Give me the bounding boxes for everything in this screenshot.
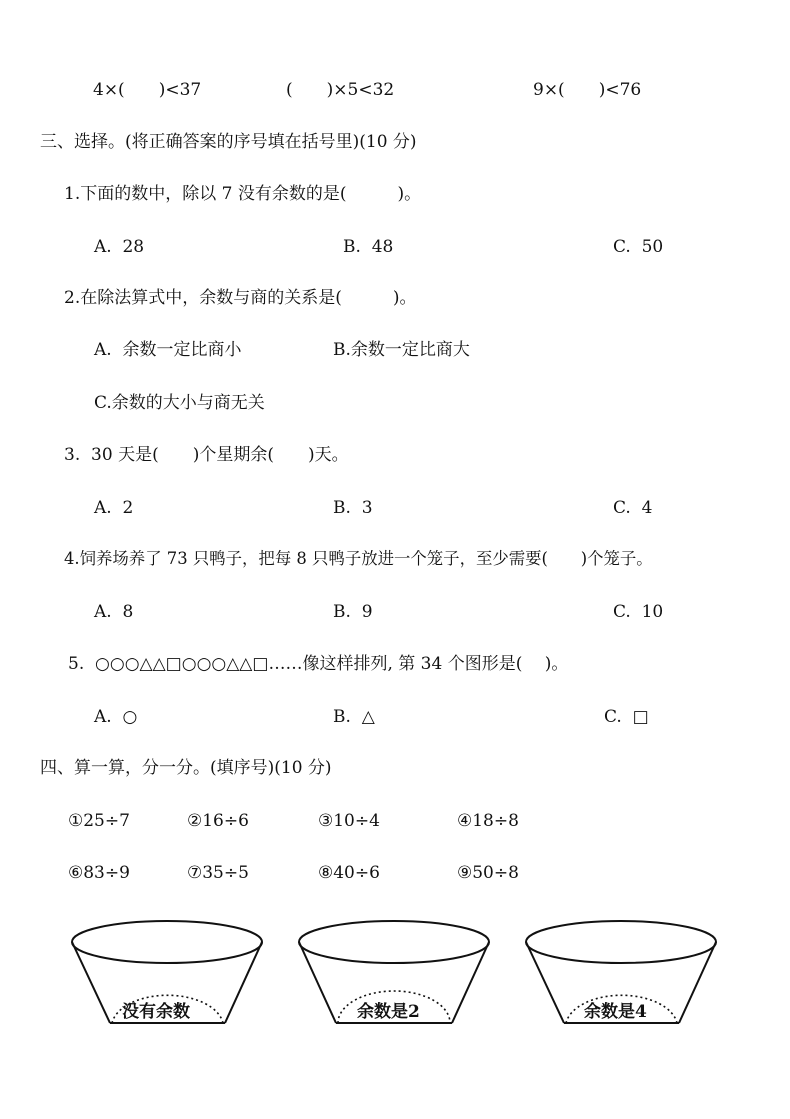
q3-option-a: A. 2 [94, 498, 134, 518]
q1-option-a: A. 28 [94, 237, 145, 257]
question-3: 3. 30 天是( )个星期余( )天。 [64, 445, 349, 465]
division-item: ⑨50÷8 [457, 863, 519, 883]
section3-heading: 三、选择。(将正确答案的序号填在括号里)(10 分) [40, 132, 417, 152]
q4-option-a: A. 8 [94, 602, 134, 622]
q2-option-a: A. 余数一定比商小 [94, 340, 242, 360]
division-item: ⑦35÷5 [187, 863, 249, 883]
q5-option-c: C. □ [604, 707, 649, 727]
bowl-label-no-remainder: 没有余数 [122, 1002, 190, 1022]
bowl-label-remainder-4: 余数是4 [584, 1002, 647, 1022]
division-item: ③10÷4 [318, 811, 380, 831]
q2-option-c: C.余数的大小与商无关 [94, 393, 265, 413]
question-2: 2.在除法算式中，余数与商的关系是( )。 [64, 288, 417, 308]
inequality-3: 9×( )<76 [533, 80, 642, 100]
section4-heading: 四、算一算，分一分。(填序号)(10 分) [40, 758, 332, 778]
q5-option-a: A. ○ [94, 707, 138, 727]
question-5: 5. ○○○△△□○○○△△□……像这样排列, 第 34 个图形是( )。 [68, 654, 569, 674]
q1-option-c: C. 50 [613, 237, 664, 257]
division-item: ②16÷6 [187, 811, 249, 831]
q2-option-b: B.余数一定比商大 [333, 340, 470, 360]
q5-option-b: B. △ [333, 707, 375, 727]
q3-option-c: C. 4 [613, 498, 653, 518]
division-item: ④18÷8 [457, 811, 519, 831]
division-item: ⑥83÷9 [68, 863, 130, 883]
q3-option-b: B. 3 [333, 498, 373, 518]
q4-option-c: C. 10 [613, 602, 664, 622]
inequality-2: ( )×5<32 [286, 80, 395, 100]
q4-option-b: B. 9 [333, 602, 373, 622]
bowl-label-remainder-2: 余数是2 [357, 1002, 420, 1022]
inequality-1: 4×( )<37 [93, 80, 202, 100]
division-item: ⑧40÷6 [318, 863, 380, 883]
q1-option-b: B. 48 [343, 237, 394, 257]
division-item: ①25÷7 [68, 811, 130, 831]
question-1: 1.下面的数中，除以 7 没有余数的是( )。 [64, 184, 422, 204]
question-4: 4.饲养场养了 73 只鸭子，把每 8 只鸭子放进一个笼子，至少需要( )个笼子。 [64, 549, 653, 568]
